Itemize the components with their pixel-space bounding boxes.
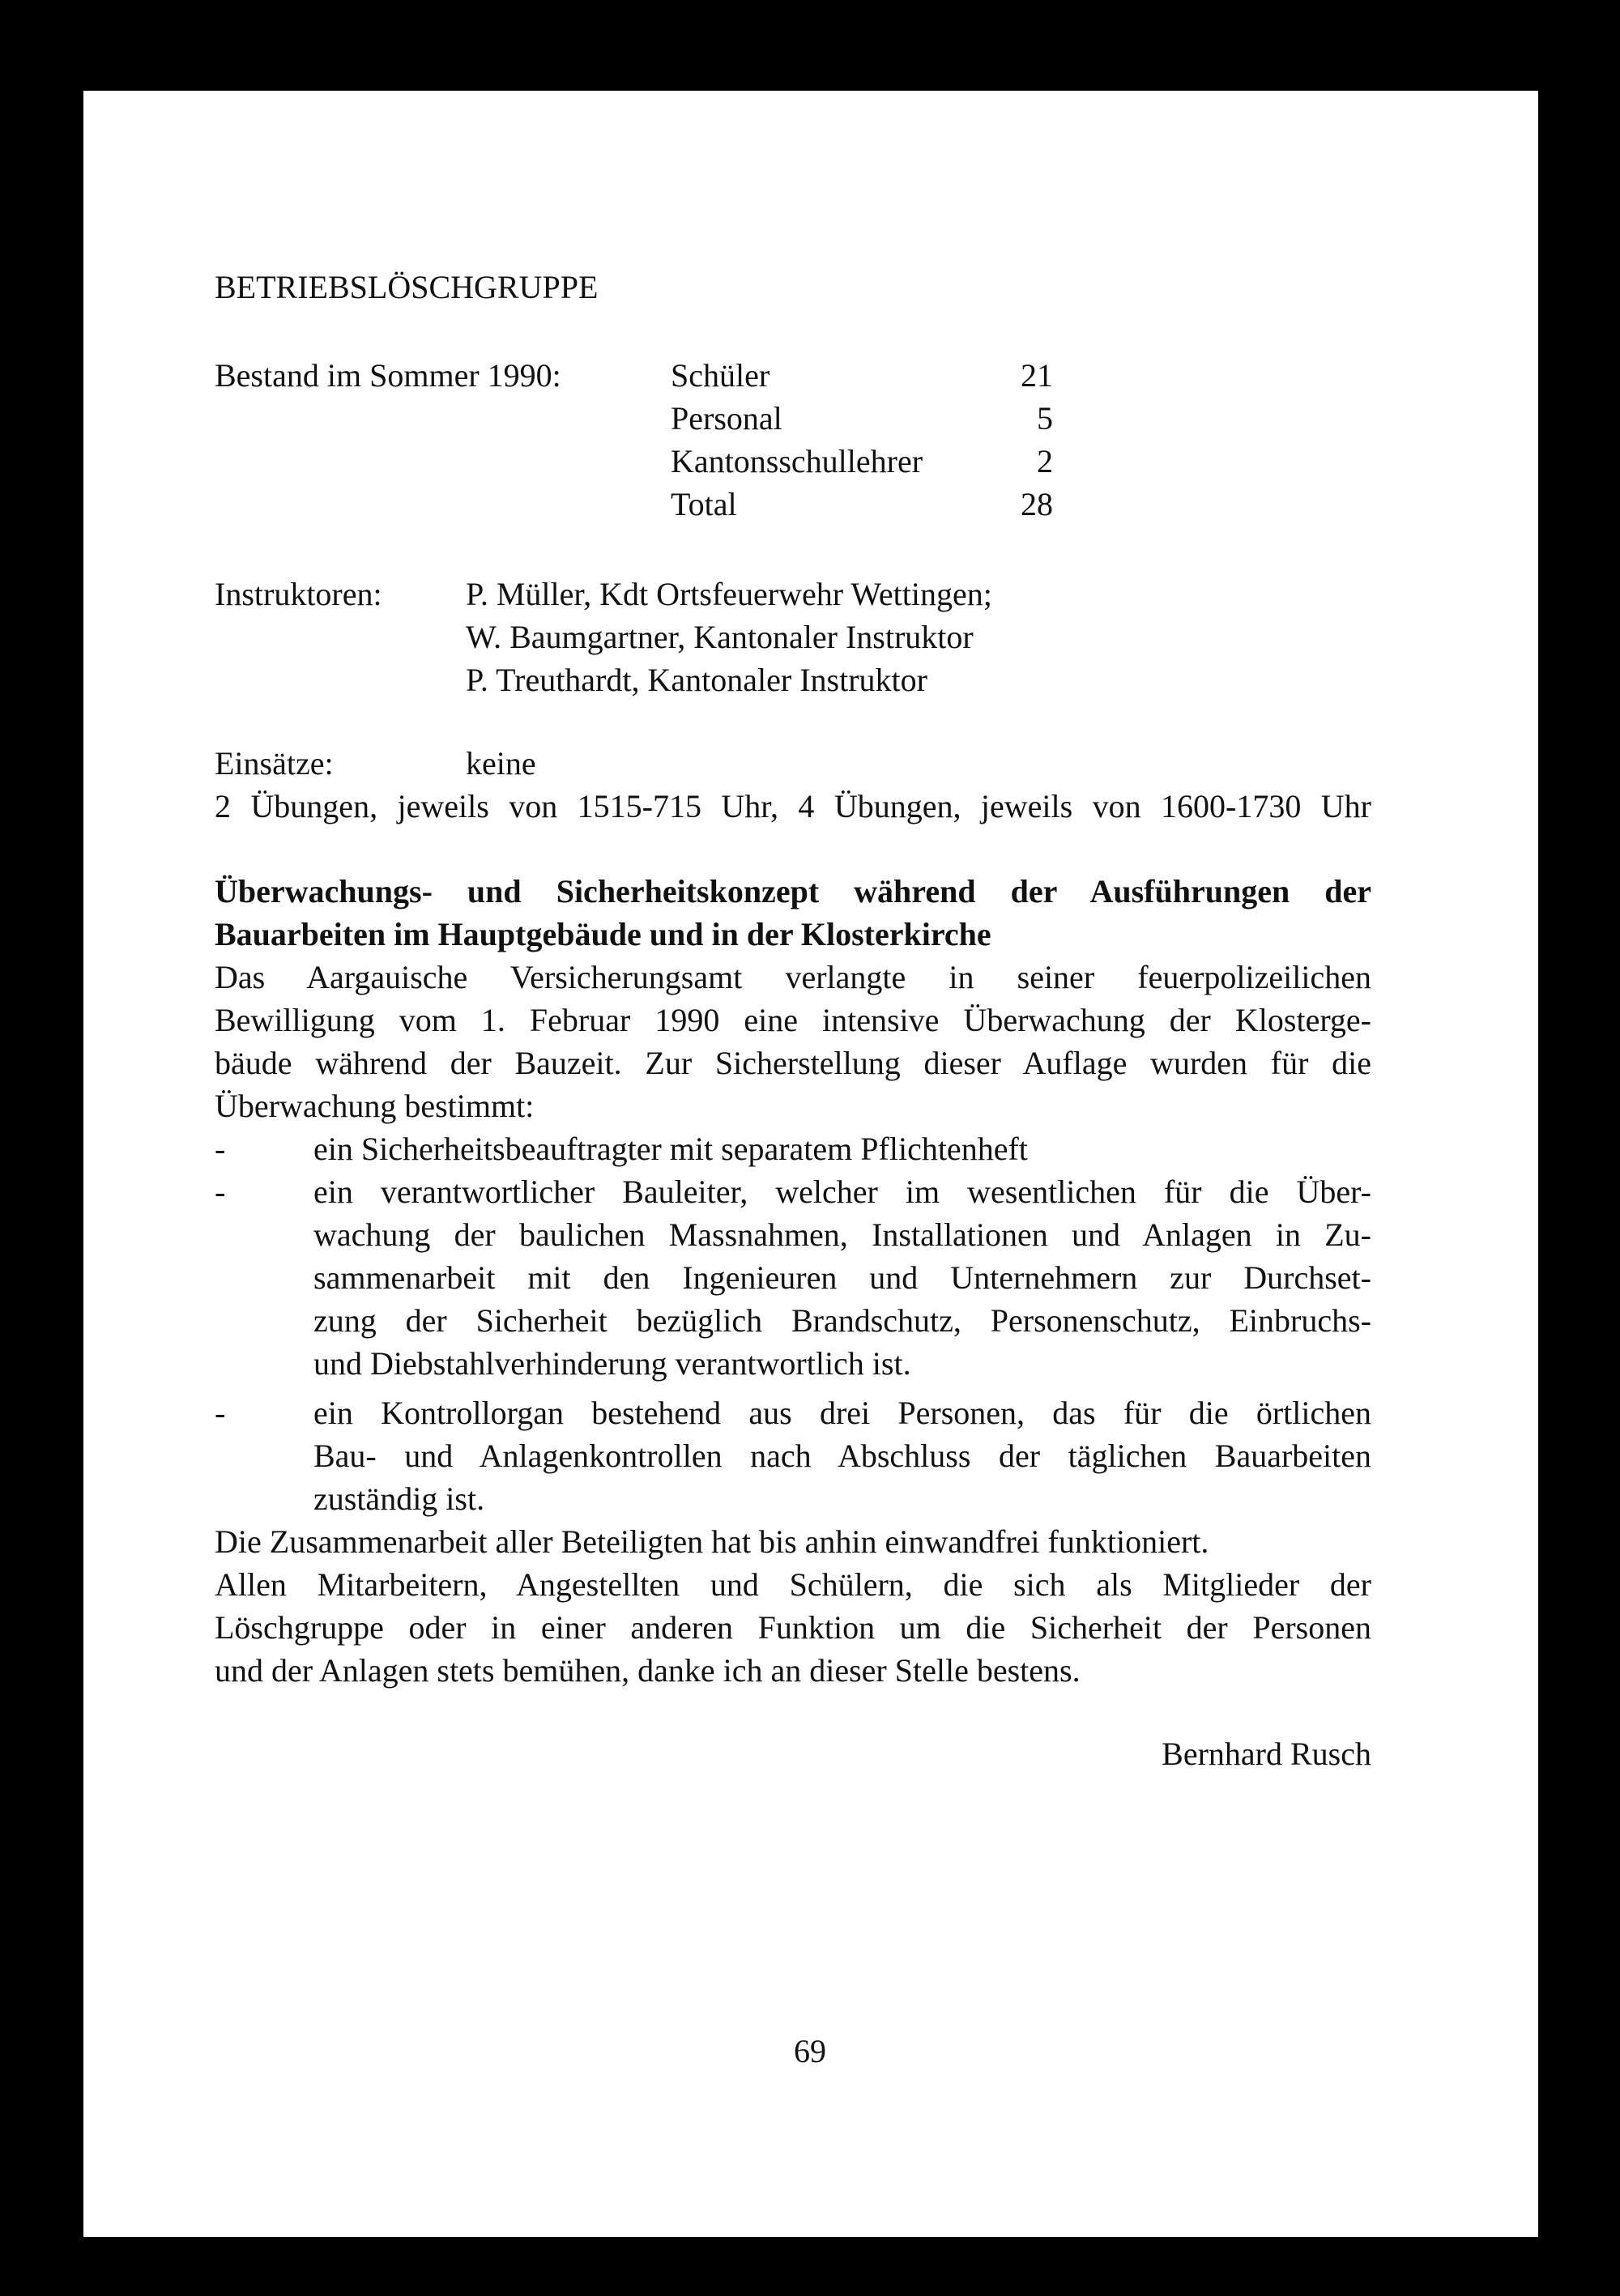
bullet-line: ein verantwortlicher Bauleiter, welcher im wesentlichen für die Über- [313, 1174, 1371, 1210]
closing-line: Löschgruppe oder in einer anderen Funktion um die Sicherheit der Personen [215, 1609, 1371, 1646]
bestand-row-name: Schüler [671, 357, 770, 394]
bullet-line: ein Kontrollorgan bestehend aus drei Personen, das für die örtlichen [313, 1395, 1371, 1431]
bullet-marker: - [215, 1131, 226, 1167]
signature: Bernhard Rusch [1162, 1736, 1371, 1772]
einsaetze-value: keine [466, 745, 536, 782]
intro-line: Bewilligung vom 1. Februar 1990 eine intensive Überwachung der Klosterge- [215, 1002, 1371, 1038]
bestand-row-count: 2 [1037, 443, 1053, 479]
bestand-row-count: 5 [1037, 400, 1053, 437]
uebungen-line: 2 Übungen, jeweils von 1515-715 Uhr, 4 Übungen, jeweils von 1600-1730 Uhr [215, 788, 1371, 824]
intro-line: bäude während der Bauzeit. Zur Sicherstellung dieser Auflage wurden für die [215, 1045, 1371, 1081]
einsaetze-label: Einsätze: [215, 745, 334, 782]
section-heading-line: Überwachungs- und Sicherheitskonzept während der Ausführungen der [215, 873, 1371, 909]
bestand-row-name: Total [671, 486, 737, 522]
intro-line: Das Aargauische Versicherungsamt verlangte in seiner feuerpolizeilichen [215, 959, 1371, 995]
page-title: BETRIEBSLÖSCHGRUPPE [215, 269, 599, 305]
bestand-row-name: Kantonsschullehrer [671, 443, 923, 479]
bestand-row-count: 28 [1021, 486, 1053, 522]
bullet-line: ein Sicherheitsbeauftragter mit separatem Pflichtenheft [313, 1131, 1028, 1167]
closing-line: Die Zusammenarbeit aller Beteiligten hat bis anhin einwandfrei funktioniert. [215, 1523, 1209, 1560]
bullet-line: und Diebstahlverhinderung verantwortlich ist. [313, 1345, 911, 1382]
instruktor-line: W. Baumgartner, Kantonaler Instruktor [466, 619, 974, 655]
bullet-marker: - [215, 1174, 226, 1210]
bullet-line: zung der Sicherheit bezüglich Brandschutz, Personenschutz, Einbruchs- [313, 1302, 1371, 1339]
bullet-line: zuständig ist. [313, 1480, 485, 1517]
bestand-label: Bestand im Sommer 1990: [215, 357, 561, 394]
instruktoren-label: Instruktoren: [215, 576, 382, 612]
instruktor-line: P. Treuthardt, Kantonaler Instruktor [466, 662, 927, 698]
bullet-line: Bau- und Anlagenkontrollen nach Abschluss der täglichen Bauarbeiten [313, 1438, 1371, 1474]
closing-line: Allen Mitarbeitern, Angestellten und Schülern, die sich als Mitglieder der [215, 1566, 1371, 1603]
bestand-row-name: Personal [671, 400, 782, 437]
closing-line: und der Anlagen stets bemühen, danke ich an dieser Stelle bestens. [215, 1652, 1081, 1689]
instruktor-line: P. Müller, Kdt Ortsfeuerwehr Wettingen; [466, 576, 992, 612]
bullet-line: wachung der baulichen Massnahmen, Installationen und Anlagen in Zu- [313, 1216, 1371, 1253]
bullet-marker: - [215, 1395, 226, 1431]
section-heading-line: Bauarbeiten im Hauptgebäude und in der Klosterkirche [215, 916, 991, 952]
intro-line: Überwachung bestimmt: [215, 1088, 535, 1124]
page-number: 69 [794, 2033, 826, 2069]
bullet-line: sammenarbeit mit den Ingenieuren und Unternehmern zur Durchset- [313, 1259, 1371, 1296]
bestand-row-count: 21 [1021, 357, 1053, 394]
